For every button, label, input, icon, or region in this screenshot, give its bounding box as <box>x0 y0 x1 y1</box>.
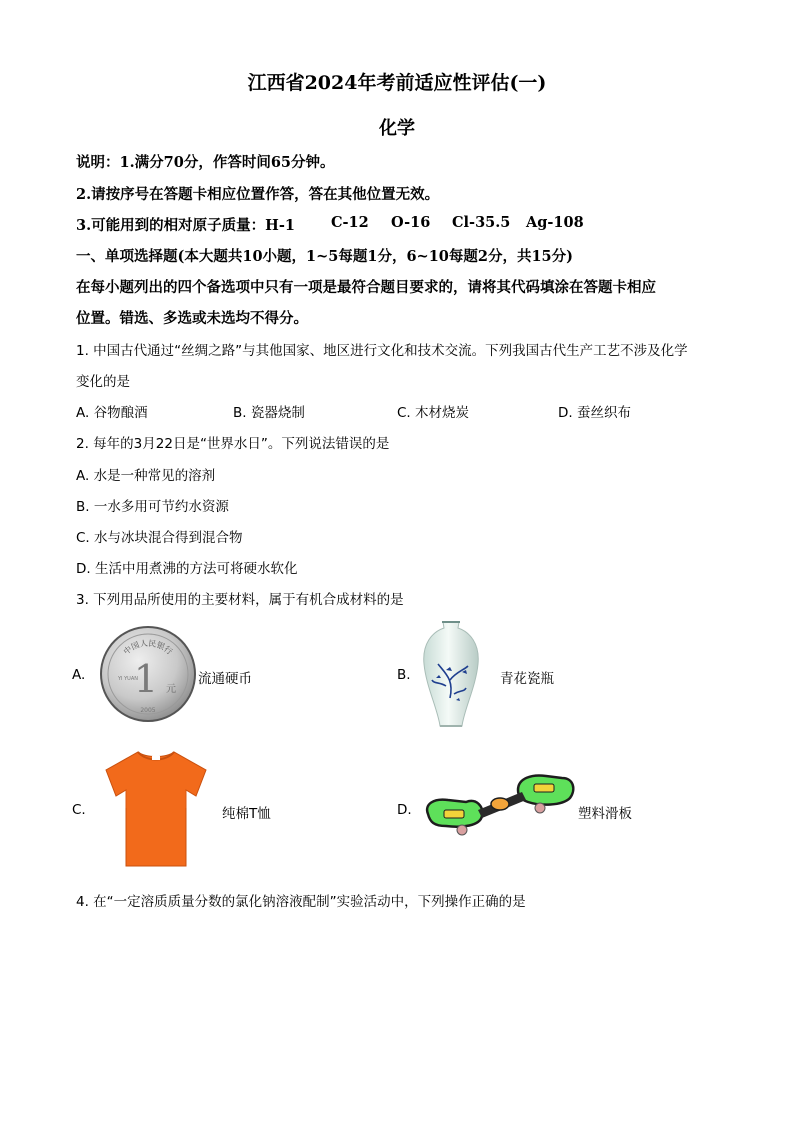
atomic-mass-o: O-16 <box>391 214 431 231</box>
vase-image <box>416 620 486 732</box>
q3-option-c-letter: C. <box>72 802 86 818</box>
q3-stem: 3. 下列用品所使用的主要材料，属于有机合成材料的是 <box>76 592 404 608</box>
instruction-line-3 <box>76 214 295 235</box>
q2-option-b: B. 一水多用可节约水资源 <box>76 499 229 515</box>
q2-option-d: D. 生活中用煮沸的方法可将硬水软化 <box>76 561 298 577</box>
tshirt-image <box>100 748 212 870</box>
atomic-mass-label: 3.可能用到的相对原子质量： <box>76 217 266 234</box>
section-desc-2: 位置。错选、多选或未选均不得分。 <box>76 310 308 327</box>
q1-option-d: D. 蚕丝织布 <box>558 405 631 421</box>
q1-option-b: B. 瓷器烧制 <box>233 405 305 421</box>
q3-option-b-letter: B. <box>397 667 411 683</box>
section-heading: 一、单项选择题(本大题共10小题，1~5每题1分，6~10每题2分，共15分) <box>76 248 573 265</box>
q2-stem: 2. 每年的3月22日是“世界水日”。下列说法错误的是 <box>76 436 390 452</box>
page-title: 江西省2024年考前适应性评估(一) <box>247 72 547 94</box>
q1-option-a: A. 谷物酿酒 <box>76 405 148 421</box>
coin-image <box>96 624 200 724</box>
coin-year: 2005 <box>140 707 156 714</box>
coin-arc-text: 中国人民银行 <box>121 638 175 657</box>
q3-option-b-label: 青花瓷瓶 <box>500 671 554 687</box>
q1-option-c: C. 木材烧炭 <box>397 405 470 421</box>
atomic-mass-h: H-1 <box>265 217 295 234</box>
q3-option-a-label: 流通硬币 <box>198 671 252 687</box>
skateboard-image <box>422 770 578 836</box>
section-desc-1: 在每小题列出的四个备选项中只有一项是最符合题目要求的，请将其代码填涂在答题卡相应 <box>76 279 656 296</box>
q1-stem-1: 1. 中国古代通过“丝绸之路”与其他国家、地区进行文化和技术交流。下列我国古代生产工艺不涉及化学 <box>76 343 688 359</box>
atomic-mass-ag: Ag-108 <box>526 214 584 231</box>
coin-unit: 元 <box>166 684 176 695</box>
q3-option-d-label: 塑料滑板 <box>578 806 632 822</box>
coin-pinyin: YI YUAN <box>118 676 138 682</box>
coin-denomination: 1 <box>133 657 159 701</box>
q3-option-a-letter: A. <box>72 667 86 683</box>
q4-stem: 4. 在“一定溶质质量分数的氯化钠溶液配制”实验活动中，下列操作正确的是 <box>76 894 526 910</box>
subject-title: 化学 <box>379 118 415 139</box>
atomic-mass-c: C-12 <box>331 214 369 231</box>
q2-option-c: C. 水与冰块混合得到混合物 <box>76 530 243 546</box>
q1-stem-2: 变化的是 <box>76 374 130 390</box>
q2-option-a: A. 水是一种常见的溶剂 <box>76 468 216 484</box>
atomic-mass-cl: Cl-35.5 <box>452 214 511 231</box>
q3-option-c-label: 纯棉T恤 <box>222 806 271 822</box>
instruction-line-1: 说明：1.满分70分，作答时间65分钟。 <box>76 154 335 171</box>
q3-option-d-letter: D. <box>397 802 412 818</box>
instruction-line-2: 2.请按序号在答题卡相应位置作答，答在其他位置无效。 <box>76 186 440 203</box>
